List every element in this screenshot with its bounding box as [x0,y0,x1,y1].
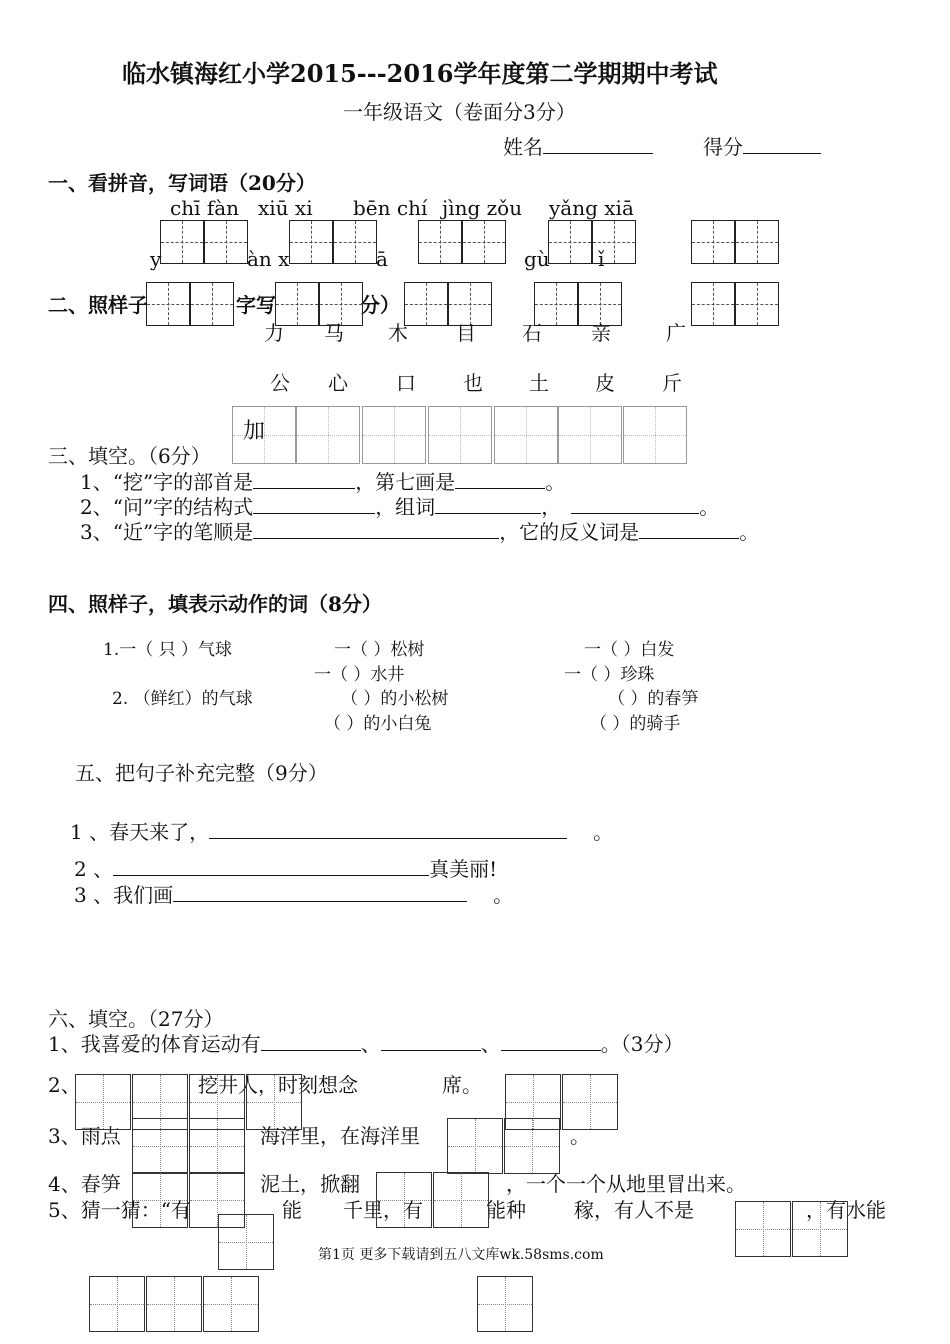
pinyin-fragment: y [150,247,162,271]
write-box[interactable] [735,282,779,326]
answer-blank[interactable] [455,470,545,489]
s4-item: 一（ ）水井 [314,665,405,685]
name-label: 姓名 [503,135,543,159]
write-box[interactable] [296,406,360,464]
write-box[interactable] [792,1201,848,1257]
write-box[interactable] [428,406,492,464]
write-box[interactable] [146,1276,202,1332]
char: 亲 [591,321,611,345]
answer-blank[interactable] [253,520,499,539]
char: 皮 [595,371,615,395]
write-box[interactable] [462,220,506,264]
write-box[interactable] [548,220,592,264]
write-box[interactable] [189,1118,245,1174]
write-box[interactable] [623,406,687,464]
char: 石 [522,321,542,345]
pinyin-4: jìng zǒu [442,196,523,220]
write-box[interactable] [246,1074,302,1130]
write-box[interactable] [132,1172,188,1228]
s3-q2-text: ， [541,495,562,519]
s5-line-3 [74,883,513,907]
char: 斤 [662,371,682,395]
pinyin-2: xiū xi [258,196,313,220]
char: 木 [388,321,408,345]
write-box[interactable] [433,1172,489,1228]
s3-q3-text: ，它的反义词是 [499,520,640,544]
write-box[interactable] [735,1201,791,1257]
write-box[interactable] [376,1172,432,1228]
s5-text: 1 、春天来了， [70,820,210,844]
s5-text: 。 [593,820,614,844]
char: 土 [529,371,549,395]
s6-l5-f: ，有水能 [806,1198,886,1222]
char: 力 [264,321,284,345]
write-box[interactable] [404,282,448,326]
s6-l5-a: 5、猜一猜：“有 [48,1198,191,1222]
page-footer: 第1页 更多下载请到五八文库wk.58sms.com [318,1247,604,1263]
pinyin-1: chī fàn [170,196,240,220]
s5-line-2 [74,857,497,881]
s3-q1-text: 。 [545,470,566,494]
s5-text: 真美丽! [429,857,498,881]
section-5-heading: 五、把句子补充完整（9分） [75,761,328,785]
char: 广 [666,321,686,345]
s6-l3-c: 。 [570,1124,590,1148]
s5-text: 。 [493,883,514,907]
name-field[interactable] [503,135,653,159]
section-2-heading-right: 分） [360,293,400,317]
write-box[interactable] [418,220,462,264]
s6-text: 1、我喜爱的体育运动有 [48,1032,261,1056]
write-box[interactable] [289,220,333,264]
s4-item: 一（ ）珍珠 [564,665,655,685]
answer-blank[interactable] [113,857,429,876]
s4-item: 2. （鲜红）的气球 [112,689,253,709]
exam-title: 临水镇海红小学2015---2016学年度第二学期期中考试 [122,59,718,88]
pinyin-3: bēn chí [353,196,428,220]
section-2-heading-mid: 字写 [236,293,276,317]
write-box[interactable] [578,282,622,326]
write-box[interactable] [146,282,190,326]
write-box[interactable] [319,282,363,326]
s6-l5-e: 稼，有人不是 [574,1198,694,1222]
s6-l4-c: ，一个一个从地里冒出来。 [506,1172,746,1196]
write-box[interactable] [362,406,426,464]
s3-q2-text: 。 [699,495,720,519]
s6-l5-b: 能 [282,1198,302,1222]
s4-item: （ ）的骑手 [590,714,681,734]
write-box[interactable] [691,220,735,264]
s6-l2-num: 2、 [48,1073,81,1097]
s6-line-1 [48,1032,683,1056]
char: 也 [463,371,483,395]
answer-blank[interactable] [381,1032,481,1051]
s6-l4-a: 4、春笋 [48,1172,121,1196]
char: 马 [324,321,344,345]
answer-blank[interactable] [639,520,739,539]
s3-question-1 [80,470,565,494]
s3-question-2 [80,495,719,519]
s6-l5-d: 能种 [486,1198,526,1222]
exam-subtitle: 一年级语文（卷面分3分） [343,100,576,124]
write-box[interactable] [504,1118,560,1174]
s4-item: 一（ ）松树 [334,640,425,660]
answer-blank[interactable] [173,883,467,902]
char: 公 [270,371,290,395]
section-2-heading-left: 二、照样子 [48,293,148,317]
write-box[interactable] [160,220,204,264]
s6-text: 、 [480,1032,501,1056]
write-box[interactable] [735,220,779,264]
write-box[interactable] [218,1214,274,1270]
write-box[interactable] [275,282,319,326]
pinyin-fragment: ā [376,247,388,271]
write-box[interactable] [75,1074,131,1130]
score-label: 得分 [703,135,743,159]
s6-l4-b: 泥土，掀翻 [260,1172,360,1196]
write-box[interactable] [534,282,578,326]
s6-l2-end: 席。 [442,1073,482,1097]
write-box[interactable] [132,1118,188,1174]
answer-blank[interactable] [261,1032,361,1051]
write-box[interactable] [494,406,558,464]
write-box[interactable] [691,282,735,326]
write-box[interactable] [448,282,492,326]
s3-q3-text: 3、“近”字的笔顺是 [80,520,254,544]
write-box[interactable] [203,1276,259,1332]
s6-l3-a: 3、雨点 [48,1124,121,1148]
pinyin-fragment: gù [524,247,550,271]
example-char: 加 [243,419,266,444]
answer-blank[interactable] [435,495,541,514]
score-field[interactable] [703,135,821,159]
s3-q1-text: 1、“挖”字的部首是 [80,470,254,494]
s4-item: 一（ ）白发 [584,640,675,660]
section-3-heading: 三、填空。（6分） [48,444,211,468]
s4-item: 1.一（ 只 ）气球 [103,640,233,660]
section-4-heading: 四、照样子，填表示动作的词（8分） [48,592,382,616]
pinyin-5: yǎng xiā [549,196,634,220]
s3-q1-text: ，第七画是 [355,470,456,494]
section-6-heading: 六、填空。（27分） [48,1007,224,1031]
write-box[interactable] [89,1276,145,1332]
s3-q2-text: 2、“问”字的结构式 [80,495,254,519]
write-box[interactable] [204,220,248,264]
write-box[interactable] [333,220,377,264]
s4-item: （ ）的小白兔 [324,714,432,734]
write-box[interactable] [558,406,622,464]
s4-item: （ ）的小松树 [341,689,449,709]
answer-blank[interactable] [571,495,699,514]
write-box[interactable] [447,1118,503,1174]
section-1-heading: 一、看拼音，写词语（20分） [48,171,316,195]
write-box[interactable] [190,282,234,326]
answer-blank[interactable] [501,1032,601,1051]
answer-blank[interactable] [253,470,355,489]
s6-l5-c: 千里，有 [343,1198,423,1222]
pinyin-fragment: ǐ [598,247,605,271]
s6-l2-text: 挖井人，时刻想念 [198,1073,358,1097]
s5-text: 2 、 [74,857,114,881]
pinyin-fragment: àn x [247,247,290,271]
s6-text: 。（3分） [600,1032,684,1056]
char: 心 [328,371,348,395]
answer-blank[interactable] [253,495,375,514]
s3-q2-text: ，组词 [375,495,436,519]
char: 目 [456,321,476,345]
s6-text: 、 [360,1032,381,1056]
s5-text: 3 、我们画 [74,883,174,907]
answer-blank[interactable] [209,820,567,839]
write-box[interactable] [562,1074,618,1130]
s3-q3-text: 。 [739,520,760,544]
s3-question-3 [80,520,759,544]
s4-item: （ ）的春笋 [608,689,699,709]
write-box[interactable] [477,1276,533,1332]
s6-l3-b: 海洋里，在海洋里 [260,1124,420,1148]
char: 口 [396,371,416,395]
s5-line-1 [70,820,613,844]
